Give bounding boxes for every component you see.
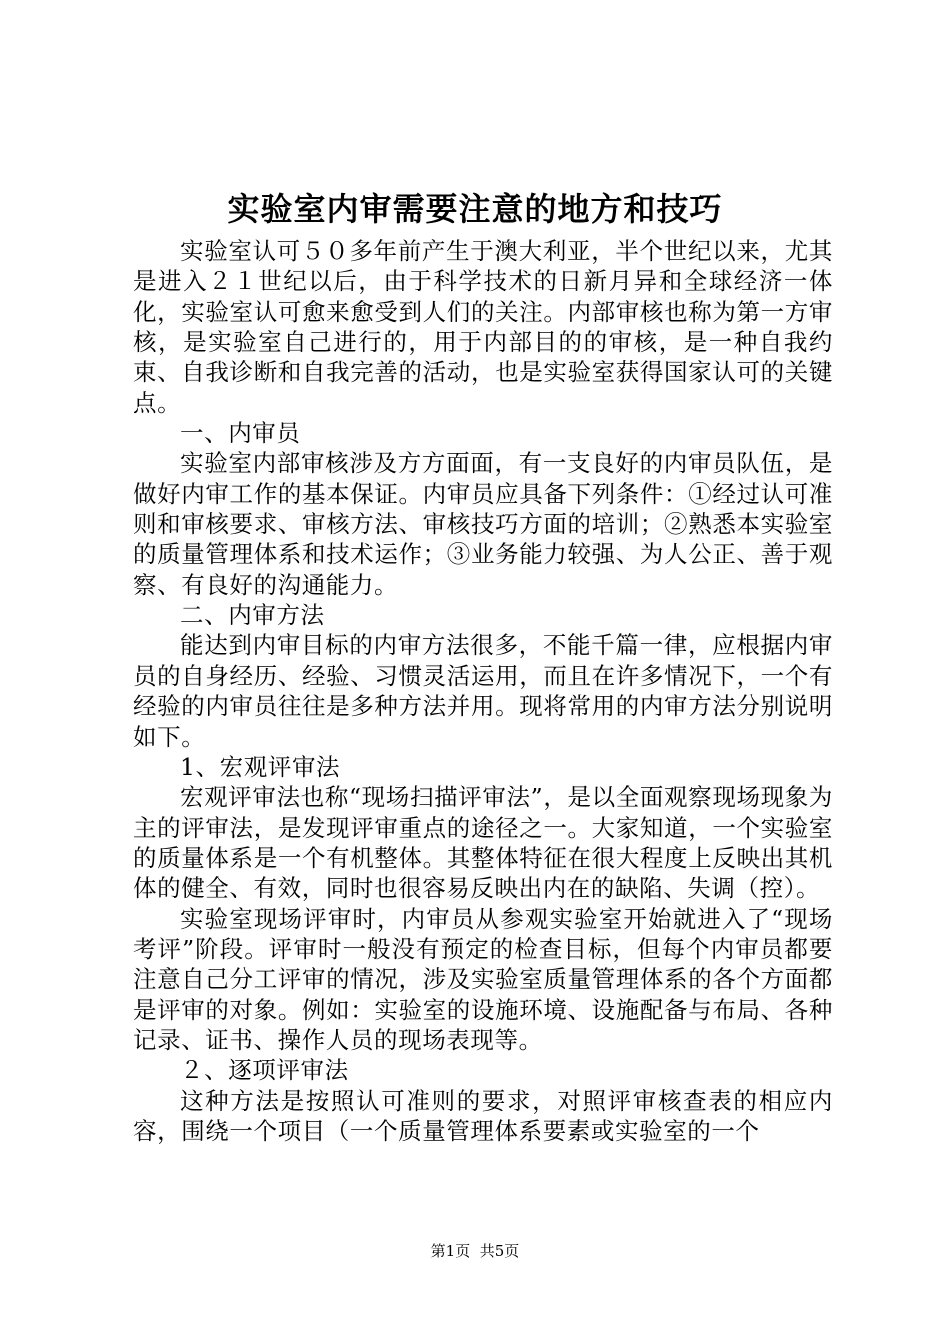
- page-footer: [0, 1241, 950, 1261]
- subsection-heading-macro: 1、宏观评审法: [180, 752, 341, 781]
- section-heading-methods: 二、内审方法: [180, 601, 325, 630]
- paragraph-itemized: 这种方法是按照认可准则的要求，对照评审核查表的相应内容，围绕一个项目（一个质量管理体系要素或实验室的一个: [133, 1086, 833, 1145]
- document-title: 实验室内审需要注意的地方和技巧: [227, 190, 723, 228]
- paragraph-macro-1: 宏观评审法也称“现场扫描评审法”，是以全面观察现场现象为主的评审法，是发现评审重点的途径之一。大家知道，一个实验室的质量体系是一个有机整体。其整体特征在很大程度上反映出其机体的健全、有效，同时也很容易反映出内在的缺陷、失调（控）。: [133, 783, 833, 903]
- document-body: [133, 236, 833, 1146]
- page-number: 第1页: [430, 1242, 471, 1260]
- paragraph-methods: 能达到内审目标的内审方法很多，不能千篇一律，应根据内审员的自身经历、经验、习惯灵活运用，而且在许多情况下，一个有经验的内审员往往是多种方法并用。现将常用的内审方法分别说明如下。: [133, 631, 833, 751]
- paragraph-intro: 实验室认可５０多年前产生于澳大利亚，半个世纪以来，尤其是进入２１世纪以后，由于科学技术的日新月异和全球经济一体化，实验室认可愈来愈受到人们的关注。内部审核也称为第一方审核，是实验室自己进行的，用于内部目的的审核，是一种自我约束、自我诊断和自我完善的活动，也是实验室获得国家认可的关键点。: [133, 237, 833, 417]
- paragraph-auditor: 实验室内部审核涉及方方面面，有一支良好的内审员队伍，是做好内审工作的基本保证。内审员应具备下列条件：①经过认可准则和审核要求、审核方法、审核技巧方面的培训；②熟悉本实验室的质量管理体系和技术运作；③业务能力较强、为人公正、善于观察、有良好的沟通能力。: [133, 449, 833, 599]
- subsection-heading-itemized: ２、逐项评审法: [180, 1056, 349, 1085]
- page-total: 共5页: [479, 1242, 520, 1260]
- section-heading-auditor: 一、内审员: [180, 419, 301, 448]
- paragraph-macro-2: 实验室现场评审时，内审员从参观实验室开始就进入了“现场考评”阶段。评审时一般没有预定的检查目标，但每个内审员都要注意自己分工评审的情况，涉及实验室质量管理体系的各个方面都是评审的对象。例如：实验室的设施环境、设施配备与布局、各种记录、证书、操作人员的现场表现等。: [133, 904, 833, 1054]
